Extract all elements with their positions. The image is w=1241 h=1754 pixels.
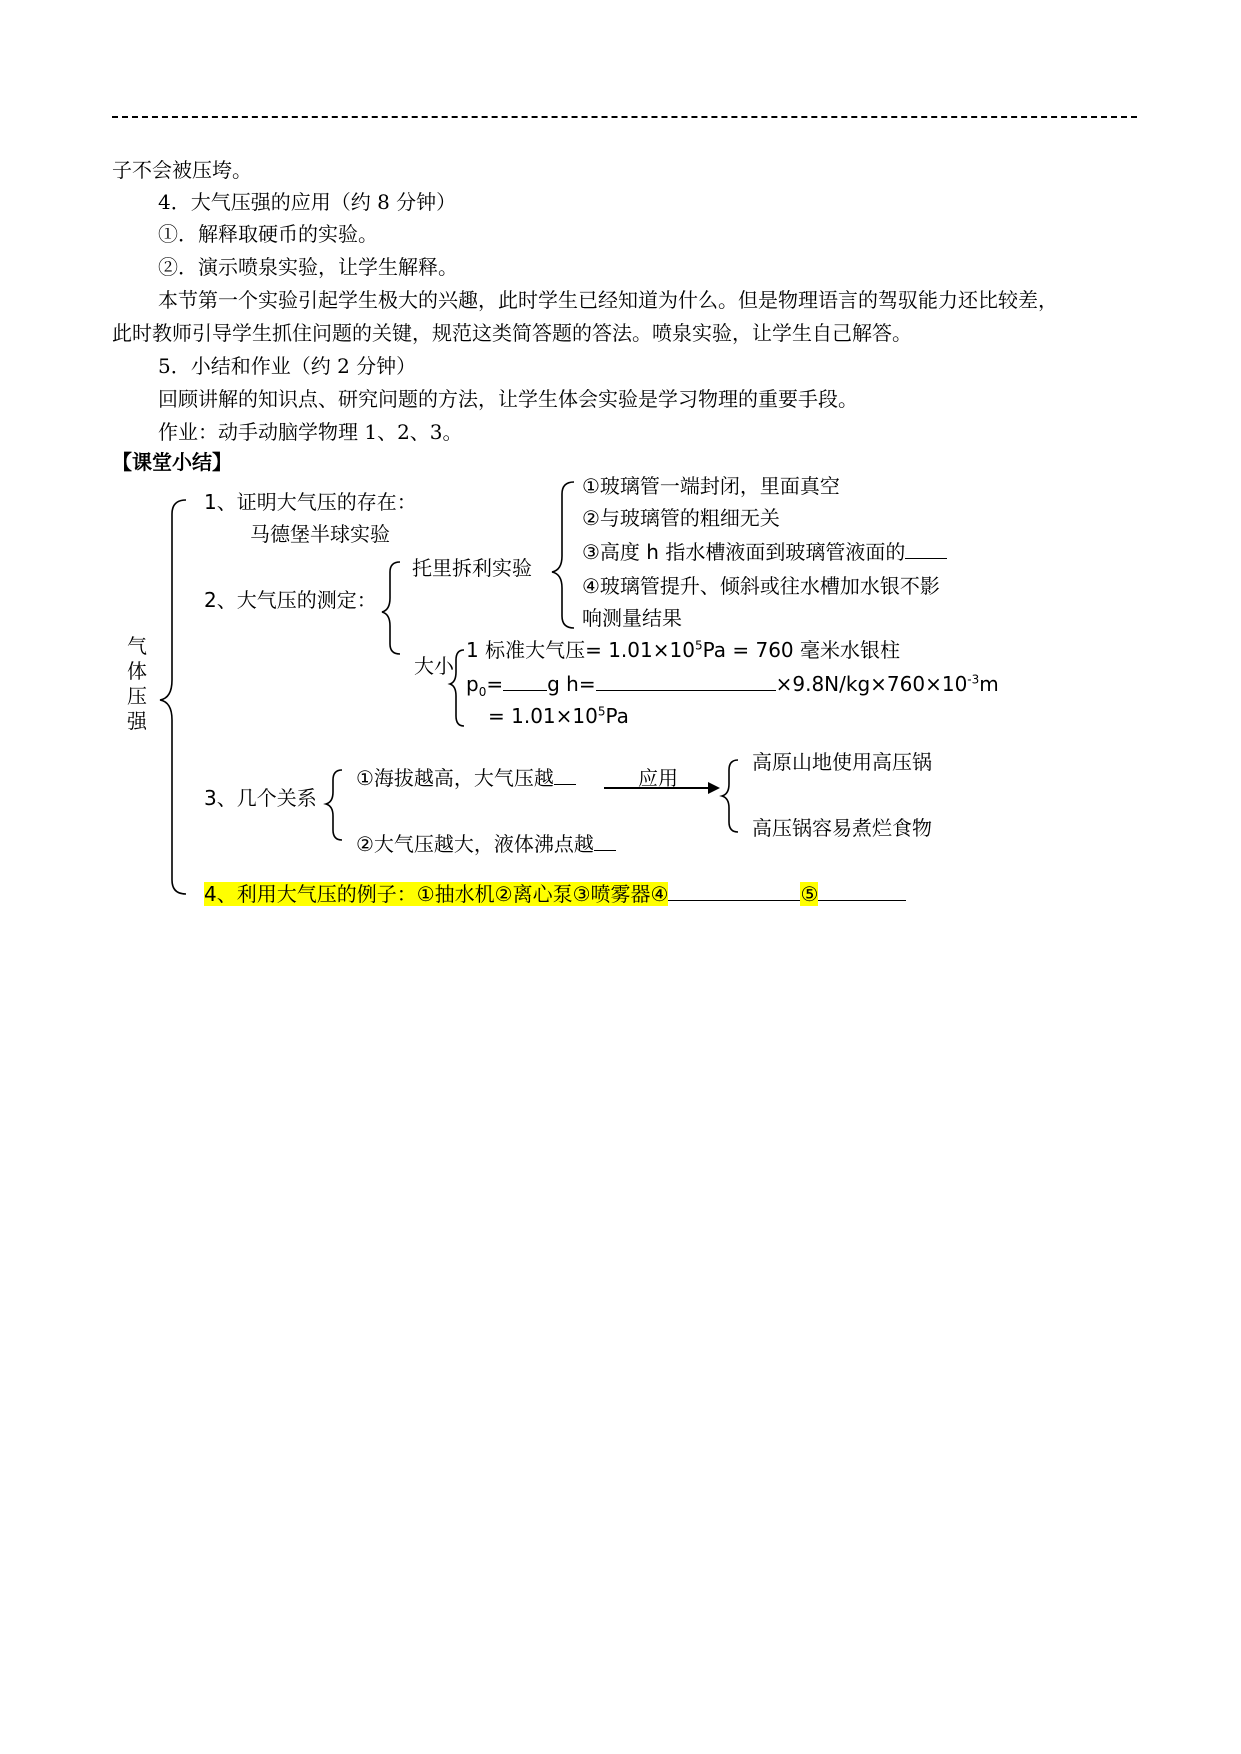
- summary-heading: 【课堂小结】: [112, 450, 232, 474]
- branch-2-title: 2、大气压的测定：: [204, 588, 377, 612]
- formula-result-text: = 1.01×10: [488, 704, 598, 728]
- answer-blank: [905, 558, 947, 559]
- list-item: ②．演示喷泉实验，让学生解释。: [158, 255, 458, 279]
- torricelli-point-2: ②与玻璃管的粗细无关: [582, 506, 780, 530]
- root-brace: [160, 500, 186, 894]
- apply-label: 应用: [638, 766, 678, 790]
- paragraph-line: 作业：动手动脑学物理 1、2、3。: [158, 420, 463, 444]
- application-2: 高压锅容易煮烂食物: [752, 816, 932, 840]
- paragraph-line: 回顾讲解的知识点、研究问题的方法，让学生体会实验是学习物理的重要手段。: [158, 387, 858, 411]
- section-4-heading: 4．大气压强的应用（约 8 分钟）: [158, 190, 457, 214]
- formula-equals: =: [486, 672, 504, 696]
- torricelli-point-1: ①玻璃管一端封闭，里面真空: [582, 474, 840, 498]
- formula-multiply: ×9.8N/kg×760×10: [775, 672, 968, 696]
- applications-brace: [722, 760, 738, 832]
- summary-root-label: 气体压强: [127, 634, 147, 733]
- exponent: 5: [597, 704, 606, 719]
- relations-brace: [326, 770, 342, 840]
- torricelli-point-4-cont: 响测量结果: [582, 606, 682, 630]
- list-item: ①．解释取硬币的实验。: [158, 222, 378, 246]
- formula-p: p: [466, 672, 479, 696]
- answer-blank: [594, 850, 616, 851]
- size-label: 大小: [414, 654, 454, 678]
- relation-2-text: ②大气压越大，液体沸点越: [356, 832, 594, 856]
- measurement-brace: [382, 562, 400, 654]
- exponent: -3: [967, 672, 980, 687]
- branch-4-text: 4、利用大气压的例子：①抽水机②离心泵③喷雾器④: [204, 882, 669, 906]
- relation-2: [356, 834, 616, 854]
- relation-1-text: ①海拔越高，大气压越: [356, 766, 554, 790]
- answer-blank: [818, 900, 906, 901]
- paragraph-continuation: 子不会被压垮。: [112, 158, 252, 182]
- formula-gh: g h=: [547, 672, 596, 696]
- answer-blank: [668, 900, 800, 901]
- formula-result-line: [488, 706, 629, 726]
- torricelli-label: 托里拆利实验: [412, 556, 532, 580]
- branch-1-magdeburg: 马德堡半球实验: [250, 522, 390, 546]
- subscript: 0: [478, 685, 487, 699]
- torricelli-point-3: [582, 542, 947, 562]
- paragraph-line: 本节第一个实验引起学生极大的兴趣，此时学生已经知道为什么。但是物理语言的驾驭能力还比较差，: [158, 288, 1058, 312]
- standard-pressure-line: [466, 640, 900, 660]
- branch-1-title: 1、证明大气压的存在：: [204, 490, 417, 514]
- formula-line: [466, 672, 999, 699]
- branch-3-title: 3、几个关系: [204, 786, 317, 810]
- relation-1: [356, 768, 576, 788]
- section-5-heading: 5．小结和作业（约 2 分钟）: [158, 354, 417, 378]
- answer-blank: [503, 690, 547, 691]
- apply-arrow-head: [708, 782, 720, 794]
- paragraph-line: 此时教师引导学生抓住问题的关键，规范这类简答题的答法。喷泉实验，让学生自己解答。: [112, 321, 912, 345]
- branch-4-five: ⑤: [800, 882, 819, 906]
- answer-blank: [596, 690, 776, 691]
- answer-blank: [554, 784, 576, 785]
- standard-pressure-tail: Pa = 760 毫米水银柱: [702, 638, 900, 662]
- application-1: 高原山地使用高压锅: [752, 750, 932, 774]
- formula-unit: m: [979, 672, 999, 696]
- formula-result-unit: Pa: [605, 704, 629, 728]
- torricelli-point-4: ④玻璃管提升、倾斜或往水槽加水银不影: [582, 574, 940, 598]
- standard-pressure-text: 1 标准大气压= 1.01×10: [466, 638, 695, 662]
- torricelli-point-3-text: ③高度 h 指水槽液面到玻璃管液面的: [582, 540, 906, 564]
- branch-4-line: [204, 884, 906, 904]
- exponent: 5: [694, 638, 703, 653]
- torricelli-brace: [552, 482, 574, 628]
